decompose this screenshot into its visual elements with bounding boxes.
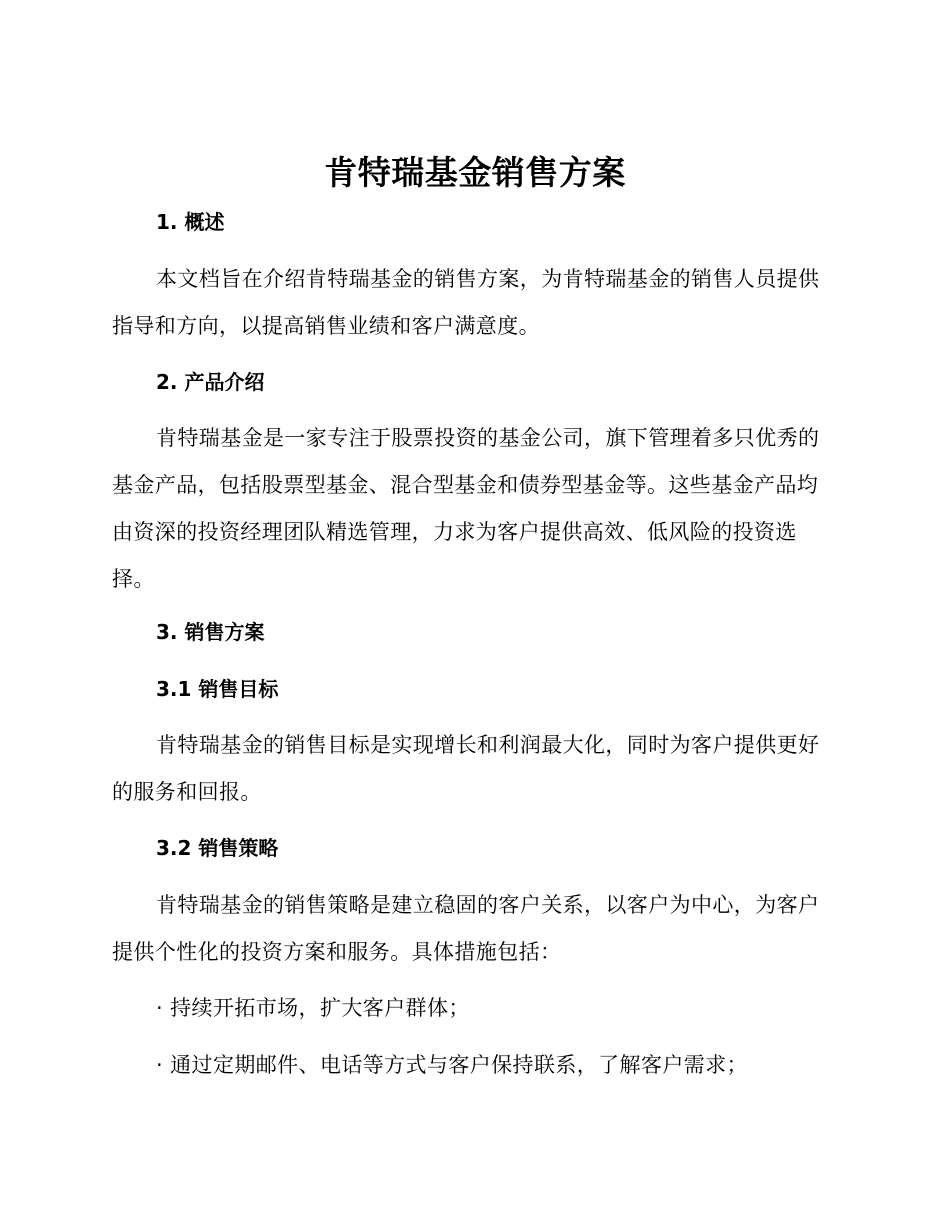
section-heading-sales-target: 3.1 销售目标 [156, 677, 279, 701]
section-heading-product: 2. 产品介绍 [156, 370, 265, 394]
section-heading-sales-strategy: 3.2 销售策略 [156, 836, 279, 860]
paragraph-sales-target: 肯特瑞基金的销售目标是实现增长和利润最大化，同时为客户提供更好的服务和回报。 [112, 733, 820, 804]
paragraph-product: 肯特瑞基金是一家专注于股票投资的基金公司，旗下管理着多只优秀的基金产品，包括股票型基金、混合型基金和债券型基金等。这些基金产品均由资深的投资经理团队精选管理，力求为客户提供高效、低风险的投资选择。 [112, 426, 820, 591]
section-heading-sales-plan: 3. 销售方案 [156, 620, 265, 644]
list-item: · 持续开拓市场，扩大客户群体； [156, 996, 470, 1020]
paragraph-overview: 本文档旨在介绍肯特瑞基金的销售方案，为肯特瑞基金的销售人员提供指导和方向，以提高销售业绩和客户满意度。 [112, 267, 820, 338]
paragraph-sales-strategy: 肯特瑞基金的销售策略是建立稳固的客户关系，以客户为中心，为客户提供个性化的投资方案和服务。具体措施包括： [112, 893, 820, 964]
document-title: 肯特瑞基金销售方案 [324, 153, 626, 192]
list-item: · 通过定期邮件、电话等方式与客户保持联系，了解客户需求； [156, 1053, 748, 1077]
section-heading-overview: 1. 概述 [156, 210, 225, 234]
